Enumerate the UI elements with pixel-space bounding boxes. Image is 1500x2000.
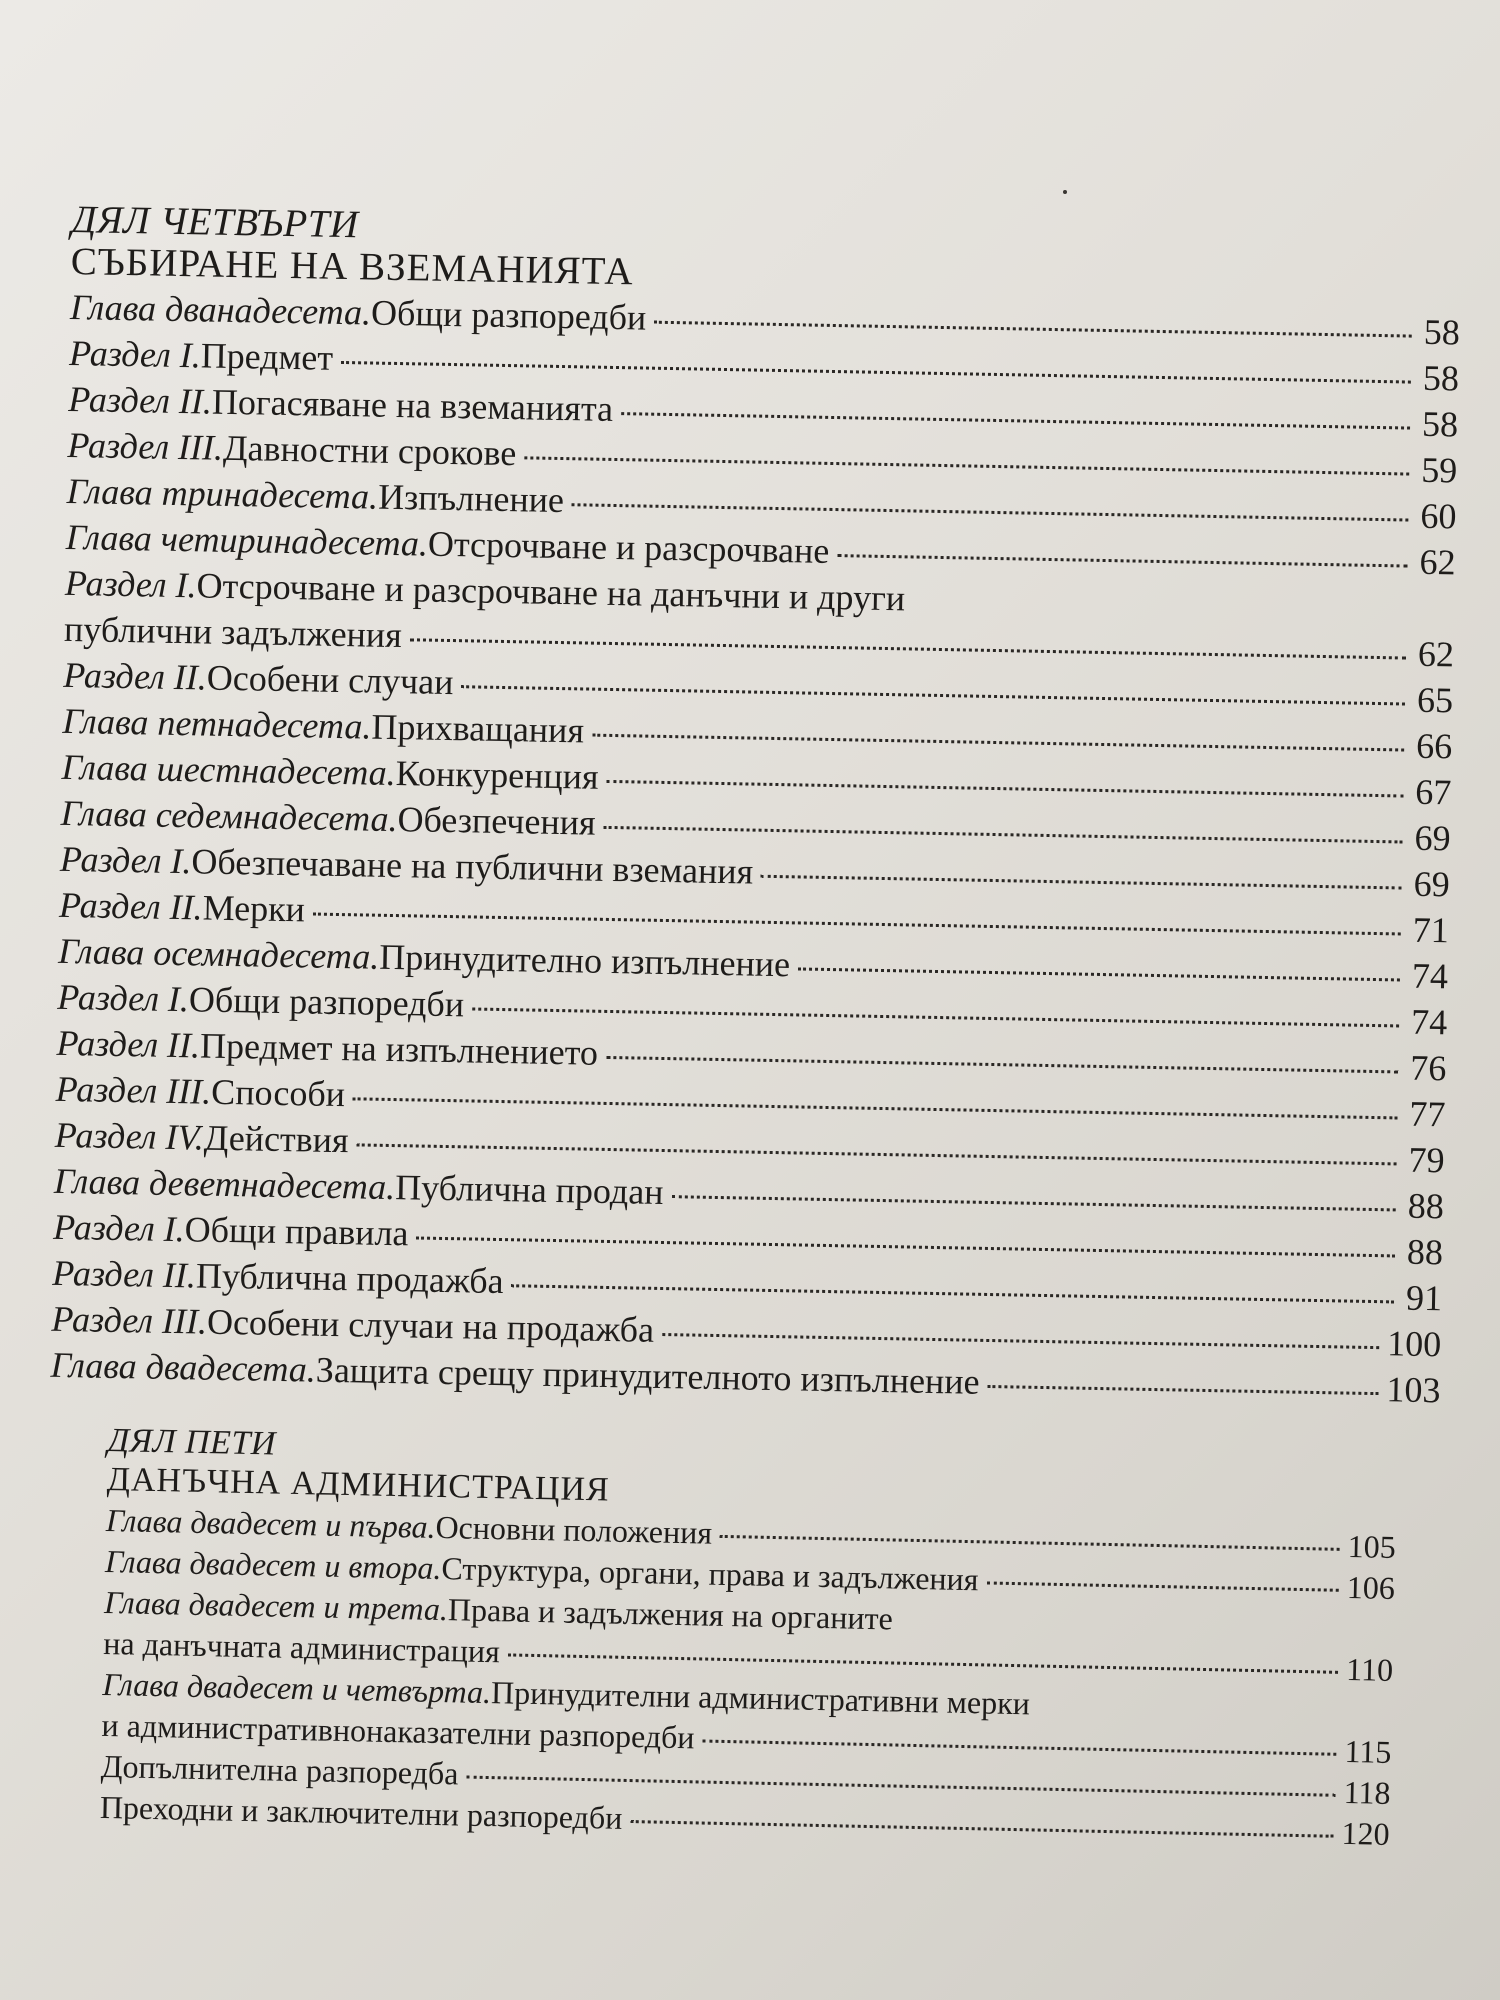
toc-entry-title: Изпълнение	[377, 476, 565, 521]
dot-leader	[466, 1776, 1335, 1797]
toc-page-number: 110	[1345, 1650, 1394, 1688]
toc-entry-title: Обезпечения	[397, 799, 596, 843]
toc-entry-title: Предмет	[200, 335, 334, 378]
dot-leader	[702, 1740, 1336, 1756]
toc-entry-title: на данъчната администрация	[102, 1624, 501, 1670]
toc-entry-prefix: Глава петнадесета.	[62, 700, 372, 747]
dot-leader	[606, 780, 1403, 798]
toc-entry-title: Обезпечаване на публични вземания	[191, 841, 754, 892]
toc-page-number: 106	[1346, 1568, 1396, 1606]
toc-page-number: 115	[1344, 1732, 1392, 1770]
toc-entry-title: Допълнителна разпоредба	[100, 1747, 459, 1792]
dot-leader	[654, 321, 1412, 338]
toc-page-number: 60	[1420, 495, 1457, 537]
toc-entry-prefix: Глава тринадесета.	[66, 470, 379, 517]
toc-page-number: 76	[1409, 1047, 1447, 1089]
toc-entry-title: Особени случаи	[206, 657, 454, 703]
dot-leader	[356, 1143, 1396, 1165]
toc-entry-title: Структура, органи, права и задължения	[441, 1550, 979, 1598]
toc-entry-title: Общи правила	[184, 1209, 409, 1254]
toc-entry-title: Прихващания	[371, 706, 585, 751]
dot-leader	[461, 685, 1405, 705]
dot-leader	[761, 875, 1402, 890]
dot-leader	[986, 1581, 1338, 1591]
toc-entry-prefix: Глава шестнадесета.	[61, 746, 397, 794]
toc-entry-title: Основни положения	[435, 1508, 713, 1551]
toc-entry-prefix: Раздел II.	[51, 1252, 197, 1296]
toc-page-number: 69	[1413, 863, 1451, 905]
toc-entry-prefix: Раздел II.	[67, 378, 213, 422]
toc-entry-prefix: Глава двадесет и първа.	[105, 1501, 436, 1545]
toc-entry-title: публични задължения	[63, 608, 403, 656]
toc-entry-title: Общи разпоредби	[188, 979, 465, 1025]
dot-leader	[662, 1333, 1379, 1349]
toc-entry-title: Принудително изпълнение	[378, 936, 791, 985]
toc-entry-prefix: Раздел I.	[64, 562, 197, 606]
toc-entry-prefix: Раздел III.	[51, 1298, 208, 1342]
part-five-section	[99, 1422, 1397, 1857]
part-five-toc	[99, 1502, 1396, 1857]
toc-page-number	[1030, 1714, 1070, 1715]
dot-leader	[606, 1056, 1398, 1074]
dot-leader	[472, 1007, 1399, 1027]
toc-page-number: 66	[1415, 725, 1453, 767]
toc-entry-prefix: Глава дванадесета.	[69, 286, 372, 333]
part-four-section	[50, 200, 1462, 1415]
toc-page-number	[893, 1629, 933, 1630]
toc-entry-title: Общи разпоредби	[370, 292, 647, 338]
dot-leader	[353, 1097, 1398, 1119]
toc-entry-prefix: Глава двадесет и четвърта.	[102, 1665, 492, 1711]
dot-leader	[313, 913, 1401, 936]
dot-leader	[987, 1385, 1378, 1395]
part-four-label: ДЯЛ ЧЕТВЪРТИ	[71, 198, 359, 247]
dot-leader	[621, 412, 1410, 429]
toc-page-number: 105	[1347, 1527, 1397, 1565]
toc-page-number: 79	[1408, 1139, 1445, 1181]
toc-entry-prefix: Глава двадесета.	[50, 1344, 317, 1390]
toc-entry-prefix: Раздел IV.	[54, 1114, 205, 1158]
toc-entry-prefix: Раздел I.	[52, 1206, 186, 1250]
toc-entry-prefix: Раздел I.	[68, 332, 202, 376]
toc-entry-title: Погасяване на вземанията	[211, 381, 614, 429]
toc-page-number: 62	[1419, 541, 1456, 583]
toc-entry-prefix: Глава деветнадесета.	[53, 1160, 396, 1208]
toc-entry-title: Конкуренция	[395, 753, 599, 797]
part-five-title: ДАНЪЧНА АДМИНИСТРАЦИЯ	[106, 1460, 611, 1509]
toc-page-number: 91	[1405, 1277, 1443, 1319]
toc-page-number: 71	[1412, 909, 1450, 951]
dot-leader	[798, 967, 1400, 981]
toc-entry-prefix: Раздел III.	[55, 1068, 212, 1112]
dot-leader	[572, 503, 1409, 521]
toc-page-number: 77	[1409, 1093, 1446, 1135]
part-four-title: СЪБИРАНЕ НА ВЗЕМАНИЯТА	[70, 239, 635, 294]
toc-entry-prefix: Глава седемнадесета.	[60, 792, 398, 840]
dot-leader	[512, 1284, 1395, 1303]
toc-page-number: 120	[1341, 1814, 1391, 1852]
toc-entry-title: Мерки	[202, 887, 306, 930]
dot-leader	[592, 734, 1404, 752]
dot-leader	[603, 826, 1402, 844]
toc-page-number: 58	[1422, 357, 1460, 399]
toc-entry-prefix: Глава осемнадесета.	[57, 930, 380, 977]
dot-leader	[671, 1195, 1395, 1211]
toc-entry-prefix: Раздел II.	[58, 884, 204, 928]
dot-leader	[630, 1820, 1333, 1838]
toc-entry-title: Отсрочване и разсрочване на данъчни и други	[196, 565, 906, 619]
toc-page-number: 74	[1411, 955, 1449, 997]
dot-leader	[524, 456, 1409, 475]
toc-entry-prefix: Глава двадесет и втора.	[104, 1542, 442, 1587]
toc-page-number: 88	[1407, 1185, 1445, 1227]
toc-entry-prefix: Глава четиринадесета.	[65, 516, 429, 564]
toc-entry-title: Преходни и заключителни разпоредби	[99, 1788, 623, 1836]
dot-leader	[508, 1653, 1339, 1673]
paper-speck	[1063, 190, 1067, 194]
toc-entry-title: Защита срещу принудителното изпълнение	[315, 1349, 980, 1402]
toc-entry-prefix: Глава двадесет и трета.	[103, 1583, 449, 1628]
toc-entry-prefix: Раздел III.	[67, 424, 224, 468]
dot-leader	[410, 638, 1406, 659]
toc-entry-title: Особени случаи на продажба	[206, 1301, 655, 1350]
toc-page-number: 103	[1386, 1369, 1441, 1411]
toc-page-number: 100	[1386, 1323, 1442, 1365]
toc-entry-prefix: Раздел II.	[56, 1022, 201, 1066]
toc-page-number: 69	[1414, 817, 1451, 859]
toc-entry-prefix: Раздел I.	[57, 976, 190, 1020]
toc-page-number: 59	[1420, 449, 1458, 491]
toc-entry-title: Публична продажба	[195, 1255, 504, 1302]
part-five-label: ДЯЛ ПЕТИ	[107, 1422, 277, 1463]
toc-page-number: 58	[1421, 403, 1459, 445]
toc-entry-title: Предмет на изпълнението	[199, 1025, 599, 1073]
toc-entry-prefix: Раздел II.	[62, 654, 208, 698]
dot-leader	[416, 1236, 1395, 1257]
toc-entry-title: Принудителни административни мерки	[490, 1674, 1031, 1722]
toc-entry-title: Публична продан	[394, 1167, 664, 1213]
toc-entry-title: Действия	[203, 1117, 349, 1161]
part-four-toc	[50, 286, 1460, 1415]
toc-entry-title: Права и задължения на органите	[447, 1591, 894, 1637]
toc-entry-title: Способи	[210, 1071, 346, 1115]
dot-leader	[720, 1535, 1340, 1551]
toc-entry-title: Давностни срокове	[222, 427, 517, 474]
toc-page-number: 88	[1406, 1231, 1444, 1273]
dot-leader	[837, 554, 1407, 567]
toc-page-number: 74	[1410, 1001, 1448, 1043]
toc-entry-prefix: Раздел I.	[59, 838, 192, 882]
toc-entry-title: и административнонаказателни разпоредби	[101, 1706, 695, 1756]
toc-page-number: 58	[1423, 311, 1461, 353]
toc-page-number: 65	[1416, 679, 1454, 721]
toc-page-number: 118	[1343, 1773, 1391, 1811]
dot-leader	[341, 361, 1411, 384]
toc-page-number	[905, 610, 945, 611]
toc-page-number: 62	[1417, 633, 1455, 675]
toc-entry-title: Отсрочване и разсрочване	[427, 523, 830, 571]
toc-page-number: 67	[1415, 771, 1452, 813]
